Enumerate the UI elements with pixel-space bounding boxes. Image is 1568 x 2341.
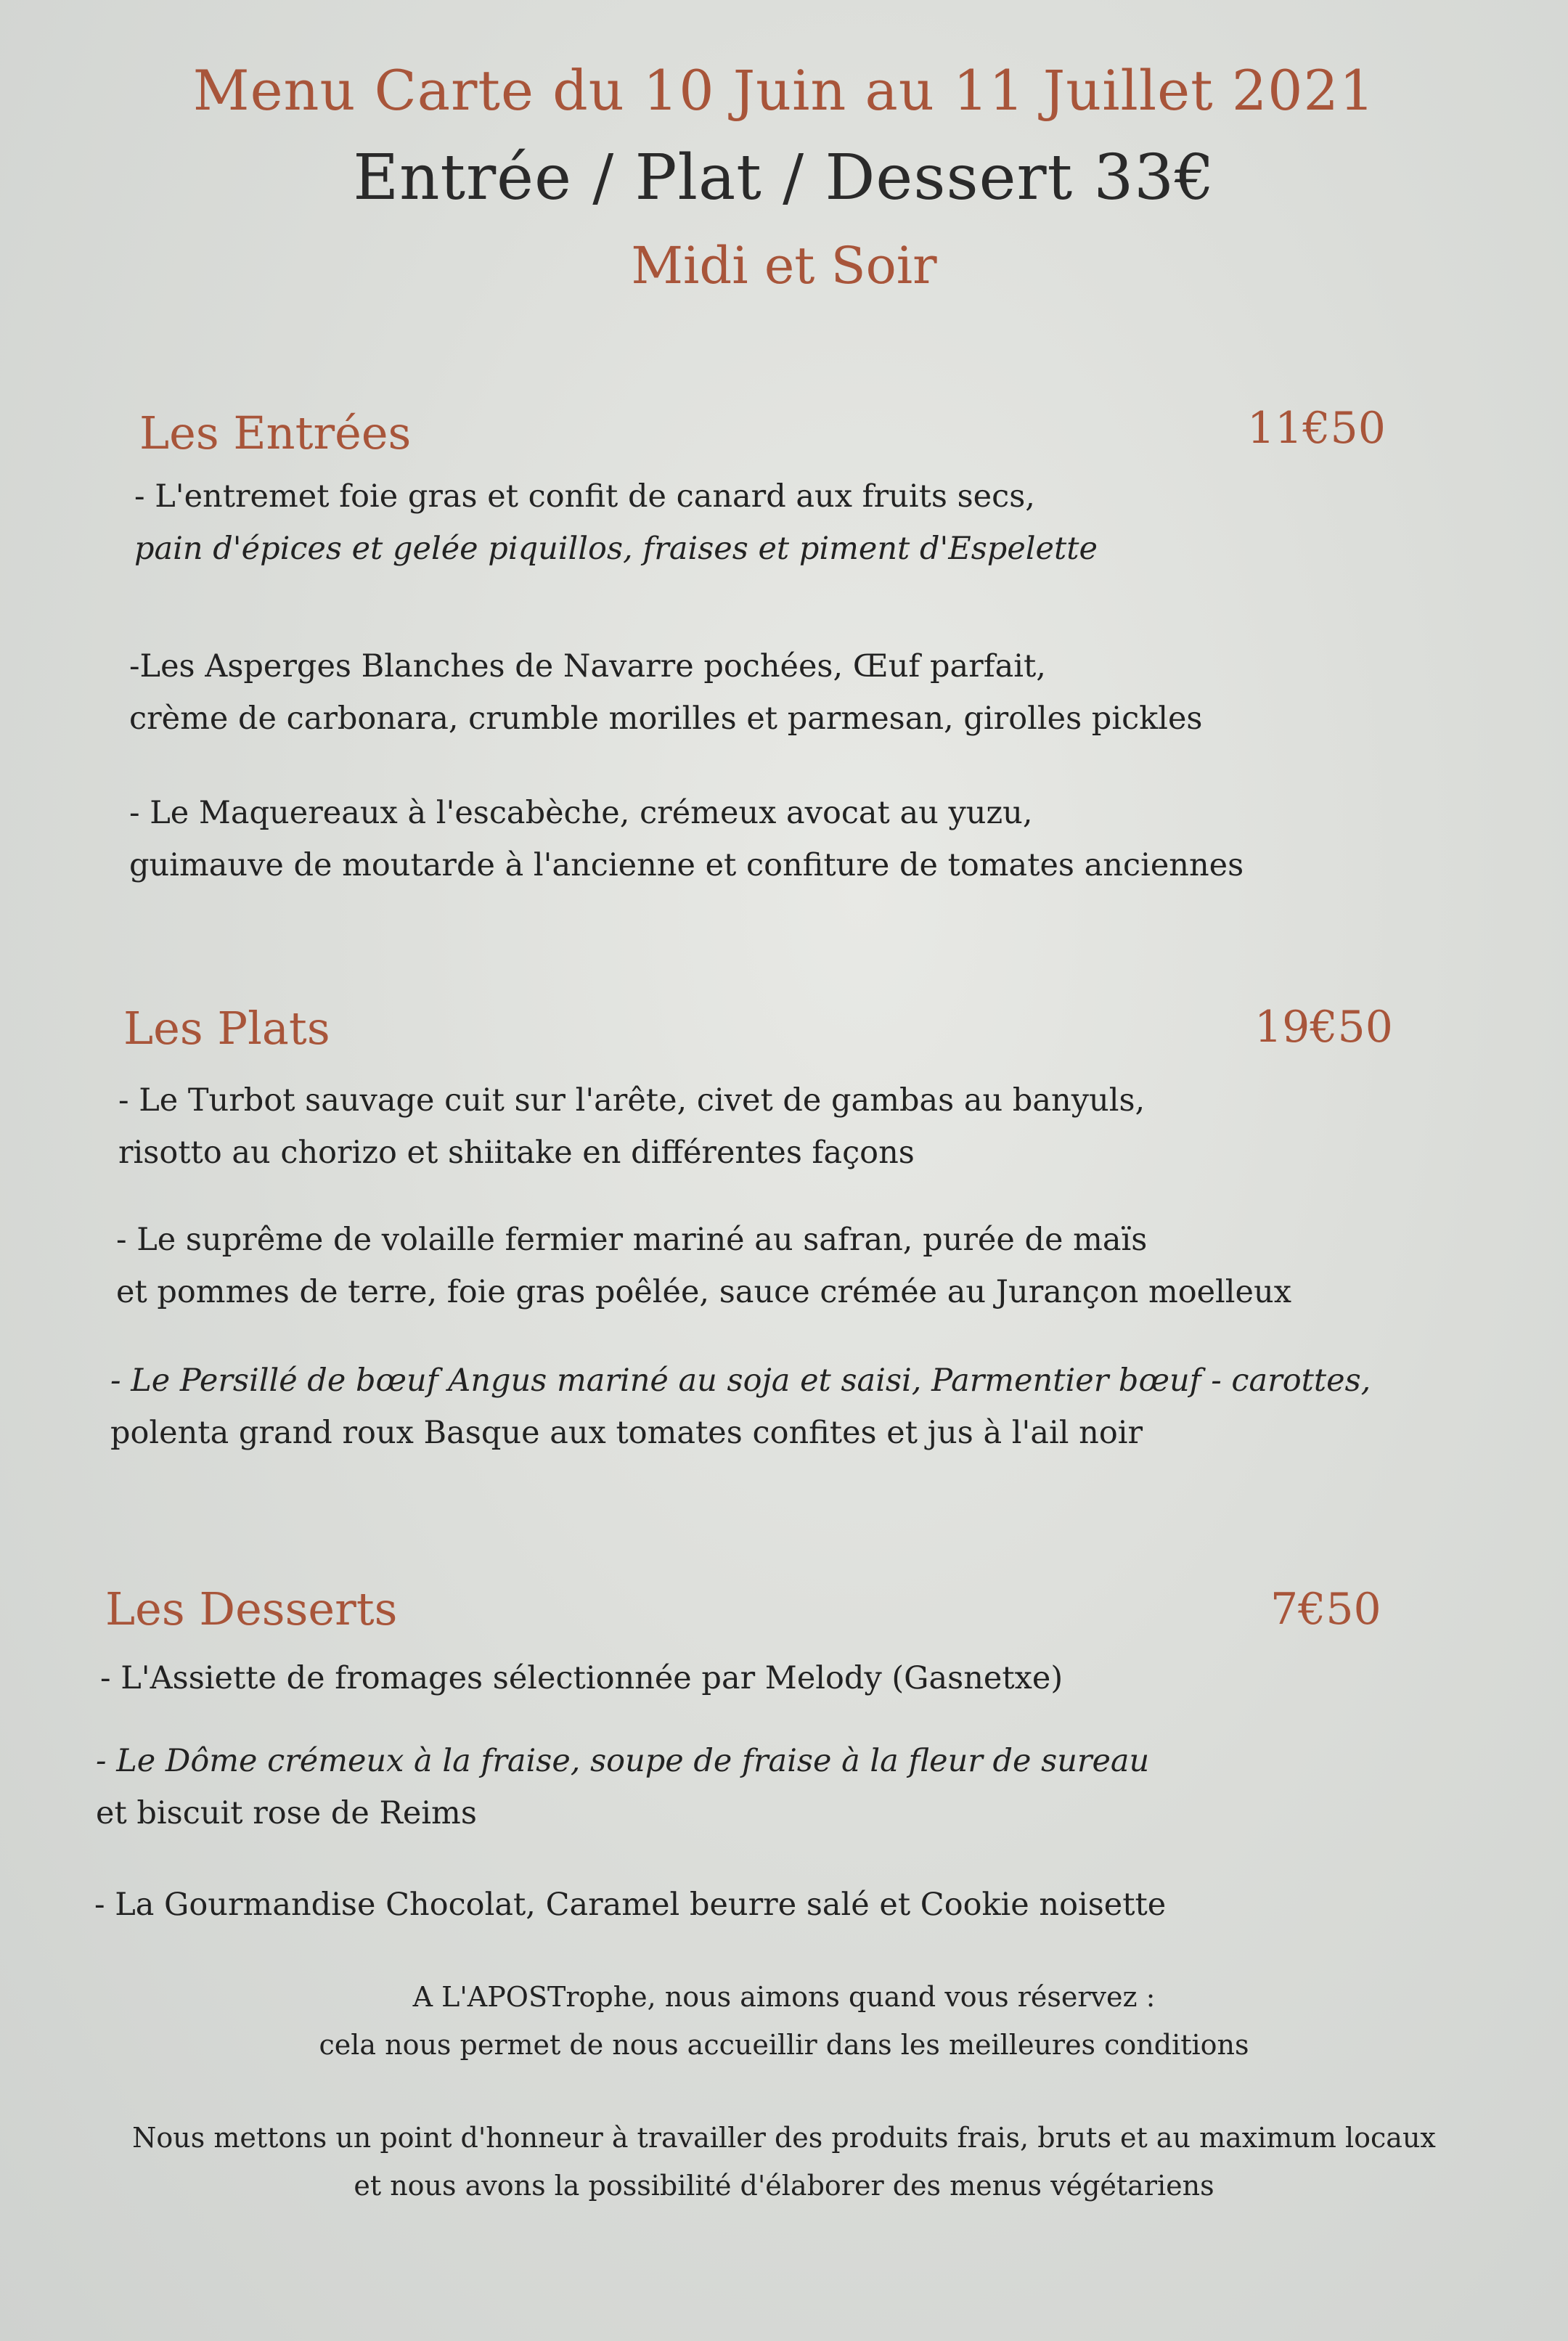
dish-line: - L'Assiette de fromages sélectionnée par Melody (Gasnetxe) — [100, 1660, 1063, 1696]
dish-line: - Le Persillé de bœuf Angus mariné au soja et saisi, Parmentier bœuf - carottes, — [110, 1362, 1371, 1399]
footer-line: A L'APOSTrophe, nous aimons quand vous réservez : — [412, 1981, 1156, 2013]
section-price-plats: 19€50 — [1254, 1002, 1393, 1053]
section-price-desserts: 7€50 — [1270, 1584, 1381, 1635]
dish-line: - La Gourmandise Chocolat, Caramel beurre salé et Cookie noisette — [94, 1887, 1167, 1923]
dish-plat-1 — [118, 1074, 1145, 1179]
footer-line: et nous avons la possibilité d'élaborer des menus végétariens — [354, 2170, 1214, 2202]
reservation-note — [0, 1973, 1568, 2069]
dish-line: pain d'épices et gelée piquillos, fraises et piment d'Espelette — [134, 531, 1098, 567]
dish-line: - Le Dôme crémeux à la fraise, soupe de fraise à la fleur de sureau — [96, 1743, 1150, 1779]
dish-line: -Les Asperges Blanches de Navarre pochées, Œuf parfait, — [129, 648, 1046, 685]
footer-line: cela nous permet de nous accueillir dans les meilleures conditions — [319, 2029, 1249, 2061]
dish-line: guimauve de moutarde à l'ancienne et confiture de tomates anciennes — [129, 847, 1244, 883]
footer-line: Nous mettons un point d'honneur à travailler des produits frais, bruts et au maximum locaux — [132, 2122, 1436, 2154]
dish-line: et biscuit rose de Reims — [96, 1795, 477, 1831]
dish-entree-1 — [134, 470, 1098, 575]
dish-plat-3 — [110, 1355, 1371, 1459]
dish-line: et pommes de terre, foie gras poêlée, sauce crémée au Jurançon moelleux — [116, 1274, 1291, 1310]
section-title-plats: Les Plats — [123, 1002, 330, 1055]
menu-formula-title: Entrée / Plat / Dessert 33€ — [353, 142, 1215, 214]
dish-dessert-2 — [96, 1735, 1149, 1839]
dish-dessert-1 — [100, 1652, 1063, 1704]
dish-line: - Le Turbot sauvage cuit sur l'arête, civet de gambas au banyuls, — [118, 1082, 1146, 1119]
menu-service-times: Midi et Soir — [631, 236, 937, 295]
dish-entree-3 — [129, 787, 1244, 891]
section-price-entrees: 11€50 — [1247, 403, 1386, 454]
dish-line: - L'entremet foie gras et confit de canard aux fruits secs, — [134, 478, 1035, 515]
dish-line: polenta grand roux Basque aux tomates confites et jus à l'ail noir — [110, 1415, 1143, 1451]
menu-dates-title: Menu Carte du 10 Juin au 11 Juillet 2021 — [192, 58, 1376, 123]
section-title-entrees: Les Entrées — [139, 406, 412, 459]
dish-line: crème de carbonara, crumble morilles et parmesan, girolles pickles — [129, 700, 1203, 737]
dish-entree-2 — [129, 640, 1202, 745]
dish-line: - Le Maquereaux à l'escabèche, crémeux avocat au yuzu, — [129, 795, 1033, 831]
commitment-note — [0, 2114, 1568, 2210]
dish-plat-2 — [116, 1214, 1291, 1318]
dish-dessert-3 — [94, 1879, 1166, 1931]
section-title-desserts: Les Desserts — [105, 1582, 398, 1635]
dish-line: risotto au chorizo et shiitake en différentes façons — [118, 1135, 915, 1171]
dish-line: - Le suprême de volaille fermier mariné au safran, purée de maïs — [116, 1222, 1148, 1258]
